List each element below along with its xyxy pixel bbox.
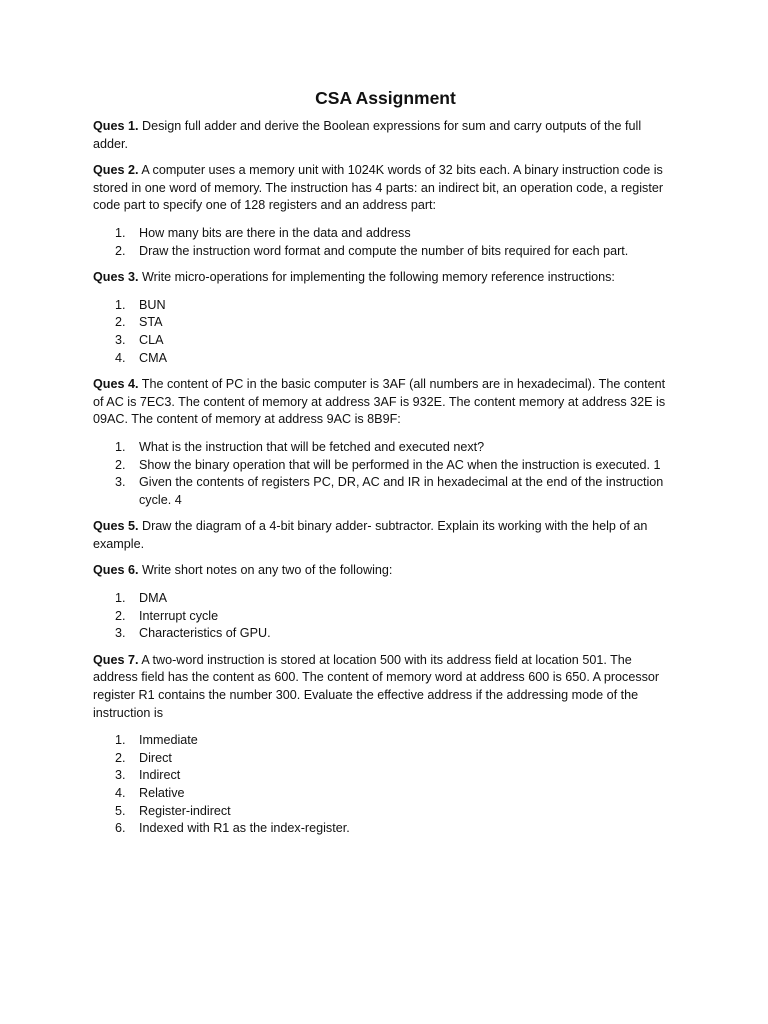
question-4: [93, 376, 678, 509]
question-label: Ques 6.: [93, 563, 139, 578]
question-text: [93, 652, 678, 722]
question-5: [93, 518, 678, 553]
sub-question-list: [93, 297, 678, 367]
list-item: 2. STA: [115, 315, 163, 330]
question-label: Ques 5.: [93, 519, 139, 534]
question-text: [93, 269, 678, 287]
question-3: [93, 269, 678, 367]
list-item: 4. CMA: [115, 350, 167, 365]
page-title: CSA Assignment: [315, 88, 456, 108]
sub-question-list: [93, 439, 678, 509]
list-item: 2. Draw the instruction word format and compute the number of bits required for each part.: [115, 243, 629, 258]
list-item: 2. Show the binary operation that will be performed in the AC when the instruction is executed. 1: [115, 457, 661, 472]
list-item: 3. Given the contents of registers PC, DR, AC and IR in hexadecimal at the end of the instruction cycle. 4: [115, 475, 664, 507]
question-text: [93, 376, 678, 429]
question-6: [93, 562, 678, 642]
list-item: 2. Interrupt cycle: [115, 608, 219, 623]
list-item: 6. Indexed with R1 as the index-register.: [115, 821, 350, 836]
question-text: [93, 118, 678, 153]
question-2: [93, 162, 678, 260]
list-item: 3. Indirect: [115, 768, 181, 783]
list-item: 1. BUN: [115, 297, 166, 312]
question-text: [93, 562, 678, 580]
list-item: 5. Register-indirect: [115, 803, 231, 818]
question-body: A two-word instruction is stored at location 500 with its address field at location 501. The address field has the content as 600. The content of memory word at address 600 is 650. A processor register R1 contains the number 300. Evaluate the effective address if the addressing mode of the instruction is: [93, 652, 660, 720]
question-body: Design full adder and derive the Boolean expressions for sum and carry outputs of the full adder.: [93, 119, 642, 151]
question-label: Ques 3.: [93, 270, 139, 285]
question-body: The content of PC in the basic computer is 3AF (all numbers are in hexadecimal). The content of AC is 7EC3. The content of memory at address 3AF is 932E. The content memory at address 32E is 09AC. The content of memory at address 9AC is 8B9F:: [93, 377, 666, 427]
list-item: 1. Immediate: [115, 733, 198, 748]
question-text: [93, 162, 678, 215]
sub-question-list: [93, 225, 678, 260]
sub-question-list: [93, 732, 678, 838]
list-item: 1. What is the instruction that will be fetched and executed next?: [115, 439, 485, 454]
list-item: 3. CLA: [115, 332, 164, 347]
sub-question-list: [93, 590, 678, 643]
list-item: 4. Relative: [115, 786, 185, 800]
question-text: [93, 518, 678, 553]
list-item: 1. DMA: [115, 591, 167, 606]
question-label: Ques 2.: [93, 163, 139, 178]
list-item: 3. Characteristics of GPU.: [115, 626, 271, 641]
question-label: Ques 1.: [93, 119, 139, 133]
question-body: Draw the diagram of a 4-bit binary adder- subtractor. Explain its working with the help of an example.: [93, 519, 648, 551]
list-item: 2. Direct: [115, 750, 172, 765]
question-body: Write micro-operations for implementing the following memory reference instructions:: [142, 270, 615, 285]
list-item: 1. How many bits are there in the data and address: [115, 225, 411, 240]
question-7: [93, 652, 678, 838]
question-label: Ques 7.: [93, 652, 139, 667]
question-body: A computer uses a memory unit with 1024K words of 32 bits each. A binary instruction code is stored in one word of memory. The instruction has 4 parts: an indirect bit, an operation code, a register code part to specify one of 128 registers and an address part:: [93, 163, 664, 213]
question-label: Ques 4.: [93, 377, 139, 392]
question-1: [93, 118, 678, 153]
question-body: Write short notes on any two of the following:: [142, 563, 393, 578]
document-page: [93, 86, 678, 847]
